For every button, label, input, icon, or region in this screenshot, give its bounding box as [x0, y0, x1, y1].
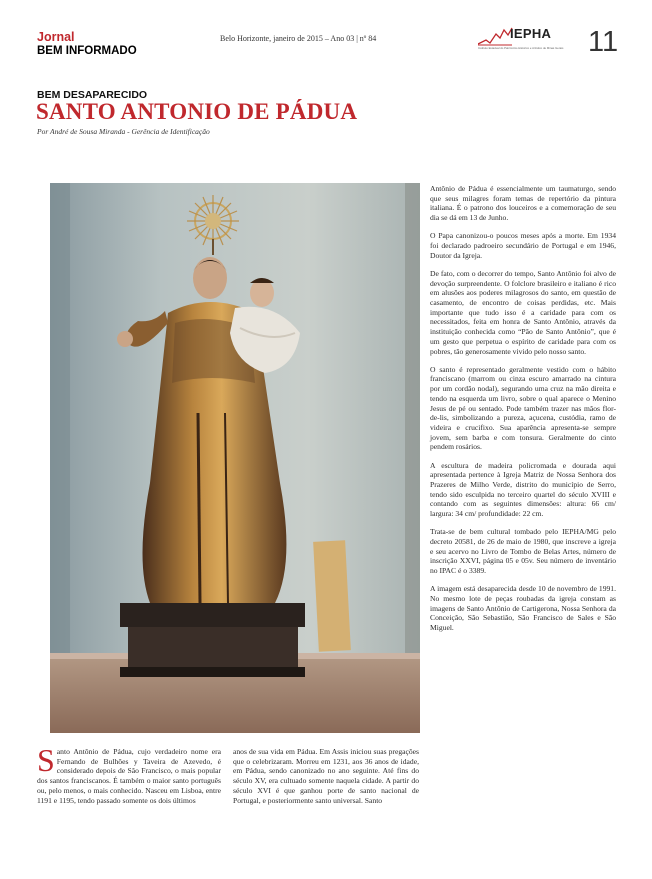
- brand-jornal: Jornal: [37, 30, 75, 44]
- intro-text-column: [37, 742, 221, 814]
- brand-bem-informado: BEM INFORMADO: [37, 45, 137, 57]
- iepha-logo: [478, 26, 578, 54]
- statue-photo: [50, 183, 420, 733]
- paragraph: Antônio de Pádua é essencialmente um taumaturgo, sendo que seus milagres foram temas de repertório da pintura italiana. É o patrono dos louceiros e a comemoração de seu dia se dá em 13 de Junho.: [430, 184, 616, 223]
- paragraph: O Papa canonizou-o poucos meses após a morte. Em 1934 foi declarado padroeiro secundário de Portugal e em 1946, Doutor da Igreja.: [430, 231, 616, 260]
- paragraph: A imagem está desaparecida desde 10 de novembro de 1991. No mesmo lote de peças roubadas da igreja constam as imagens de Santo Antônio de Cartigerona, Nossa Senhora da Conceição, São Sebastião, São Francisco de Sales e São Miguel.: [430, 584, 616, 633]
- newspaper-brand: [37, 30, 137, 58]
- paragraph: A escultura de madeira policromada e dourada aqui apresentada pertence à Igreja Matriz de Nossa Senhora dos Prazeres de Milho Verde, distrito do município de Serro, tendo sido esculpida no terceiro quartel do século XVIII e contando com as seguintes dimensões: altura: 66 cm/ largura: 34 cm/ profundidade: 22 cm.: [430, 460, 616, 519]
- paragraph: O santo é representado geralmente vestido com o hábito franciscano (marrom ou cinza escuro amarrado na cintura por um cordão nodal), segurando uma cruz na mão direita e tendo na esquerda um livro, sobre o qual aparece o Menino Jesus de pé ou sentado. Pode também trazer nas mãos flor-de-lis, simbolizando a pureza, açucena, custódia, ramo de videira e crucifixo. Sua aparência apresenta-se sempre jovem, sem barba e com tonsura. Geralmente do cinto pendem rosários.: [430, 364, 616, 452]
- page-number: 11: [588, 26, 619, 58]
- paragraph: De fato, com o decorrer do tempo, Santo Antônio foi alvo de devoção surpreendente. O folclore brasileiro e italiano é rico em alusões aos poderes milagrosos do santo, em questão de casamento, de encontro de coisas perdidas, etc. Mais importante que tudo isso é a caridade para com os necessitados, feita em honra de Santo Antônio, através da instituição conhecida como “Pão de Santo Antônio”, que é um gesto que perpetua o espírito de caridade para com os pobres, tão generosamente vivido pelo nosso santo.: [430, 268, 616, 356]
- paragraph: anos de sua vida em Pádua. Em Assis iniciou suas pregações que o celebrizaram. Morreu em 1231, aos 36 anos de idade, em Pádua, sendo canonizado no ano seguinte. Até fins do século XV, era cultuado somente naquela cidade. A partir do século XVI é que ganhou porte de santo nacional de Portugal, e posteriormente santo universal. Santo: [233, 747, 419, 805]
- issue-meta: Belo Horizonte, janeiro de 2015 – Ano 03 | nº 84: [220, 34, 377, 43]
- article-kicker: BEM DESAPARECIDO: [37, 89, 148, 101]
- intro-paragraph: [37, 742, 221, 805]
- drop-cap: S: [37, 742, 55, 778]
- iepha-logo-mark-icon: [478, 26, 514, 46]
- intro-text: anto Antônio de Pádua, cujo verdadeiro nome era Fernando de Bulhões y Taveira de Azevedo, é considerado depois de São Francisco, o mais popular dos santos franciscanos. É também o maior santo português ou, pelo menos, o mais conhecido. Nasceu em Lisboa, entre 1191 e 1195, tendo passado somente os dois últimos: [37, 747, 221, 805]
- article-byline: Por André de Sousa Miranda - Gerência de Identificação: [37, 127, 210, 136]
- middle-text-column: [233, 747, 419, 814]
- right-text-column: [430, 184, 616, 641]
- iepha-logo-subtitle: Instituto Estadual do Patrimônio Histórico e Artístico de Minas Gerais: [478, 46, 564, 50]
- article-title: SANTO ANTONIO DE PÁDUA: [36, 99, 358, 124]
- paragraph: Trata-se de bem cultural tombado pelo IEPHA/MG pelo decreto 20581, de 26 de maio de 1980, que inscreve a igreja e seu acervo no Livro de Tombo de Belas Artes, número de inscrição XXVI, página 05 e 05v. Seu número de inventário no IPAC é o 3389.: [430, 527, 616, 576]
- saint-anthony-statue-image: [50, 183, 420, 733]
- iepha-logo-text: IEPHA: [510, 26, 552, 41]
